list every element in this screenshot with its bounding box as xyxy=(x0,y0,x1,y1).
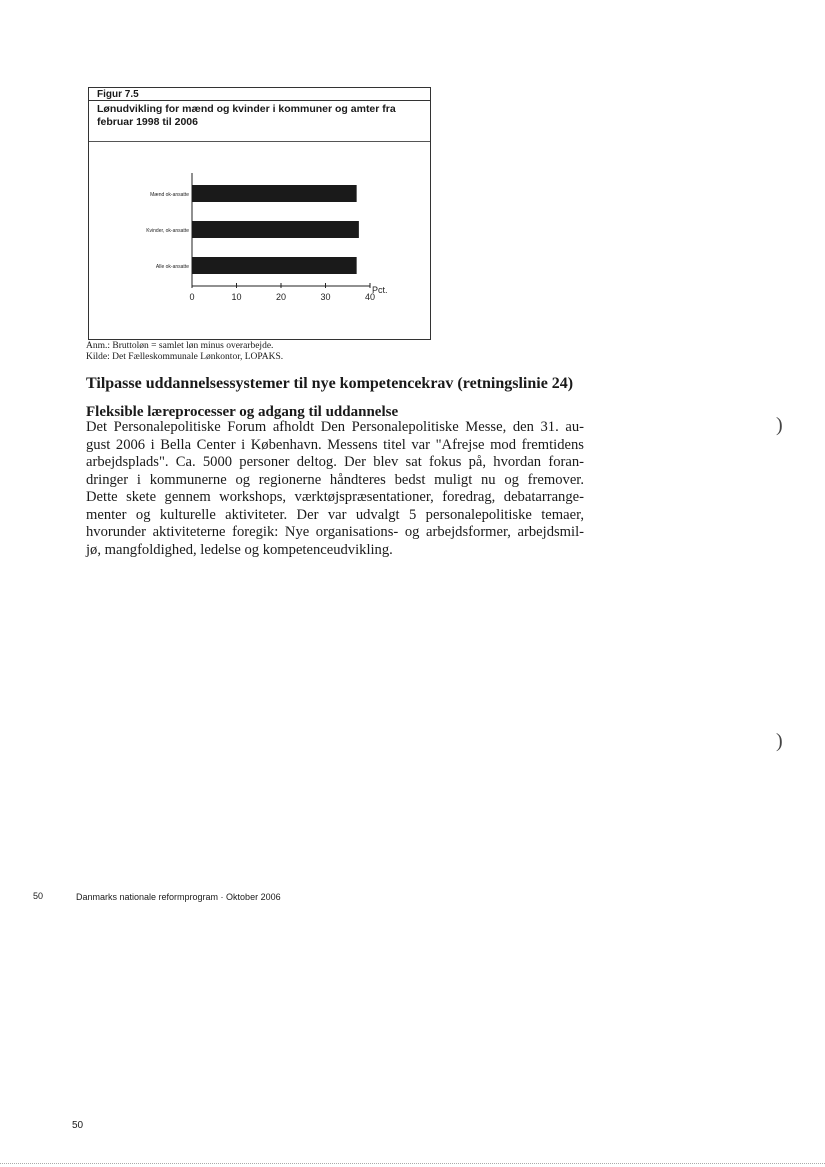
body-line: dringer i kommunerne og regionerne håndteres bedst muligt nu og fremover. xyxy=(86,471,584,488)
bar-chart xyxy=(89,148,430,338)
body-line: Dette skete gennem workshops, værktøjspræsentationer, foredrag, debatarrange- xyxy=(86,489,584,505)
x-tick-label: 0 xyxy=(189,292,195,302)
body-line: Det Personalepolitiske Forum afholdt Den Personalepolitiske Messe, den 31. au- xyxy=(86,419,584,435)
figure-label: Figur 7.5 xyxy=(89,88,430,101)
body-line: jø, mangfoldighed, ledelse og kompetenceudvikling. xyxy=(86,541,393,558)
section-heading: Tilpasse uddannelsessystemer til nye kompetencekrav (retningslinie 24) xyxy=(86,375,574,392)
x-tick-label: 40 xyxy=(364,292,376,302)
category-label: Mænd ok-ansatte xyxy=(150,192,189,198)
margin-mark-lower: ) xyxy=(776,730,783,752)
margin-mark-upper: ) xyxy=(776,414,783,436)
figure-title: Lønudvikling for mænd og kvinder i kommuner og amter fra februar 1998 til 2006 xyxy=(97,103,396,128)
figure-source: Kilde: Det Fælleskommunale Lønkontor, LOPAKS. xyxy=(86,352,284,362)
figure-title-rule xyxy=(89,141,430,142)
sub-heading: Fleksible læreprocesser og adgang til uddannelse xyxy=(86,404,399,420)
category-label: Alle ok-ansatte xyxy=(155,264,189,270)
bottom-page-number: 50 xyxy=(72,1120,84,1131)
bar xyxy=(192,185,357,202)
category-label: Kvinder, ok-ansatte xyxy=(146,228,189,234)
page-edge-line xyxy=(0,1163,825,1164)
body-line: menter og kulturelle aktiviteter. Der var udvalgt 5 personalepolitiske temaer, xyxy=(86,506,584,523)
body-line: hvorunder aktiviteterne foregik: Nye organisations- og arbejdsformer, arbejdsmil- xyxy=(86,524,584,540)
body-line: gust 2006 i Bella Center i København. Messens titel var "Afrejse mod fremtidens xyxy=(86,436,584,453)
x-tick-label: 10 xyxy=(231,292,242,302)
figure-box xyxy=(88,87,431,340)
x-tick-label: 20 xyxy=(275,292,287,302)
bar xyxy=(192,221,359,238)
x-tick-label: 30 xyxy=(320,292,331,302)
footer-publication: Danmarks nationale reformprogram · Oktober 2006 xyxy=(76,892,281,902)
bar xyxy=(192,257,357,274)
footer-page-number: 50 xyxy=(33,891,44,901)
body-paragraph xyxy=(86,419,584,559)
body-line: arbejdsplads". Ca. 5000 personer deltog. Der blev sat fokus på, hvordan foran- xyxy=(86,454,584,470)
x-axis-unit-label: Pct. xyxy=(372,285,388,295)
figure-note: Anm.: Bruttoløn = samlet løn minus overarbejde. xyxy=(86,341,274,351)
